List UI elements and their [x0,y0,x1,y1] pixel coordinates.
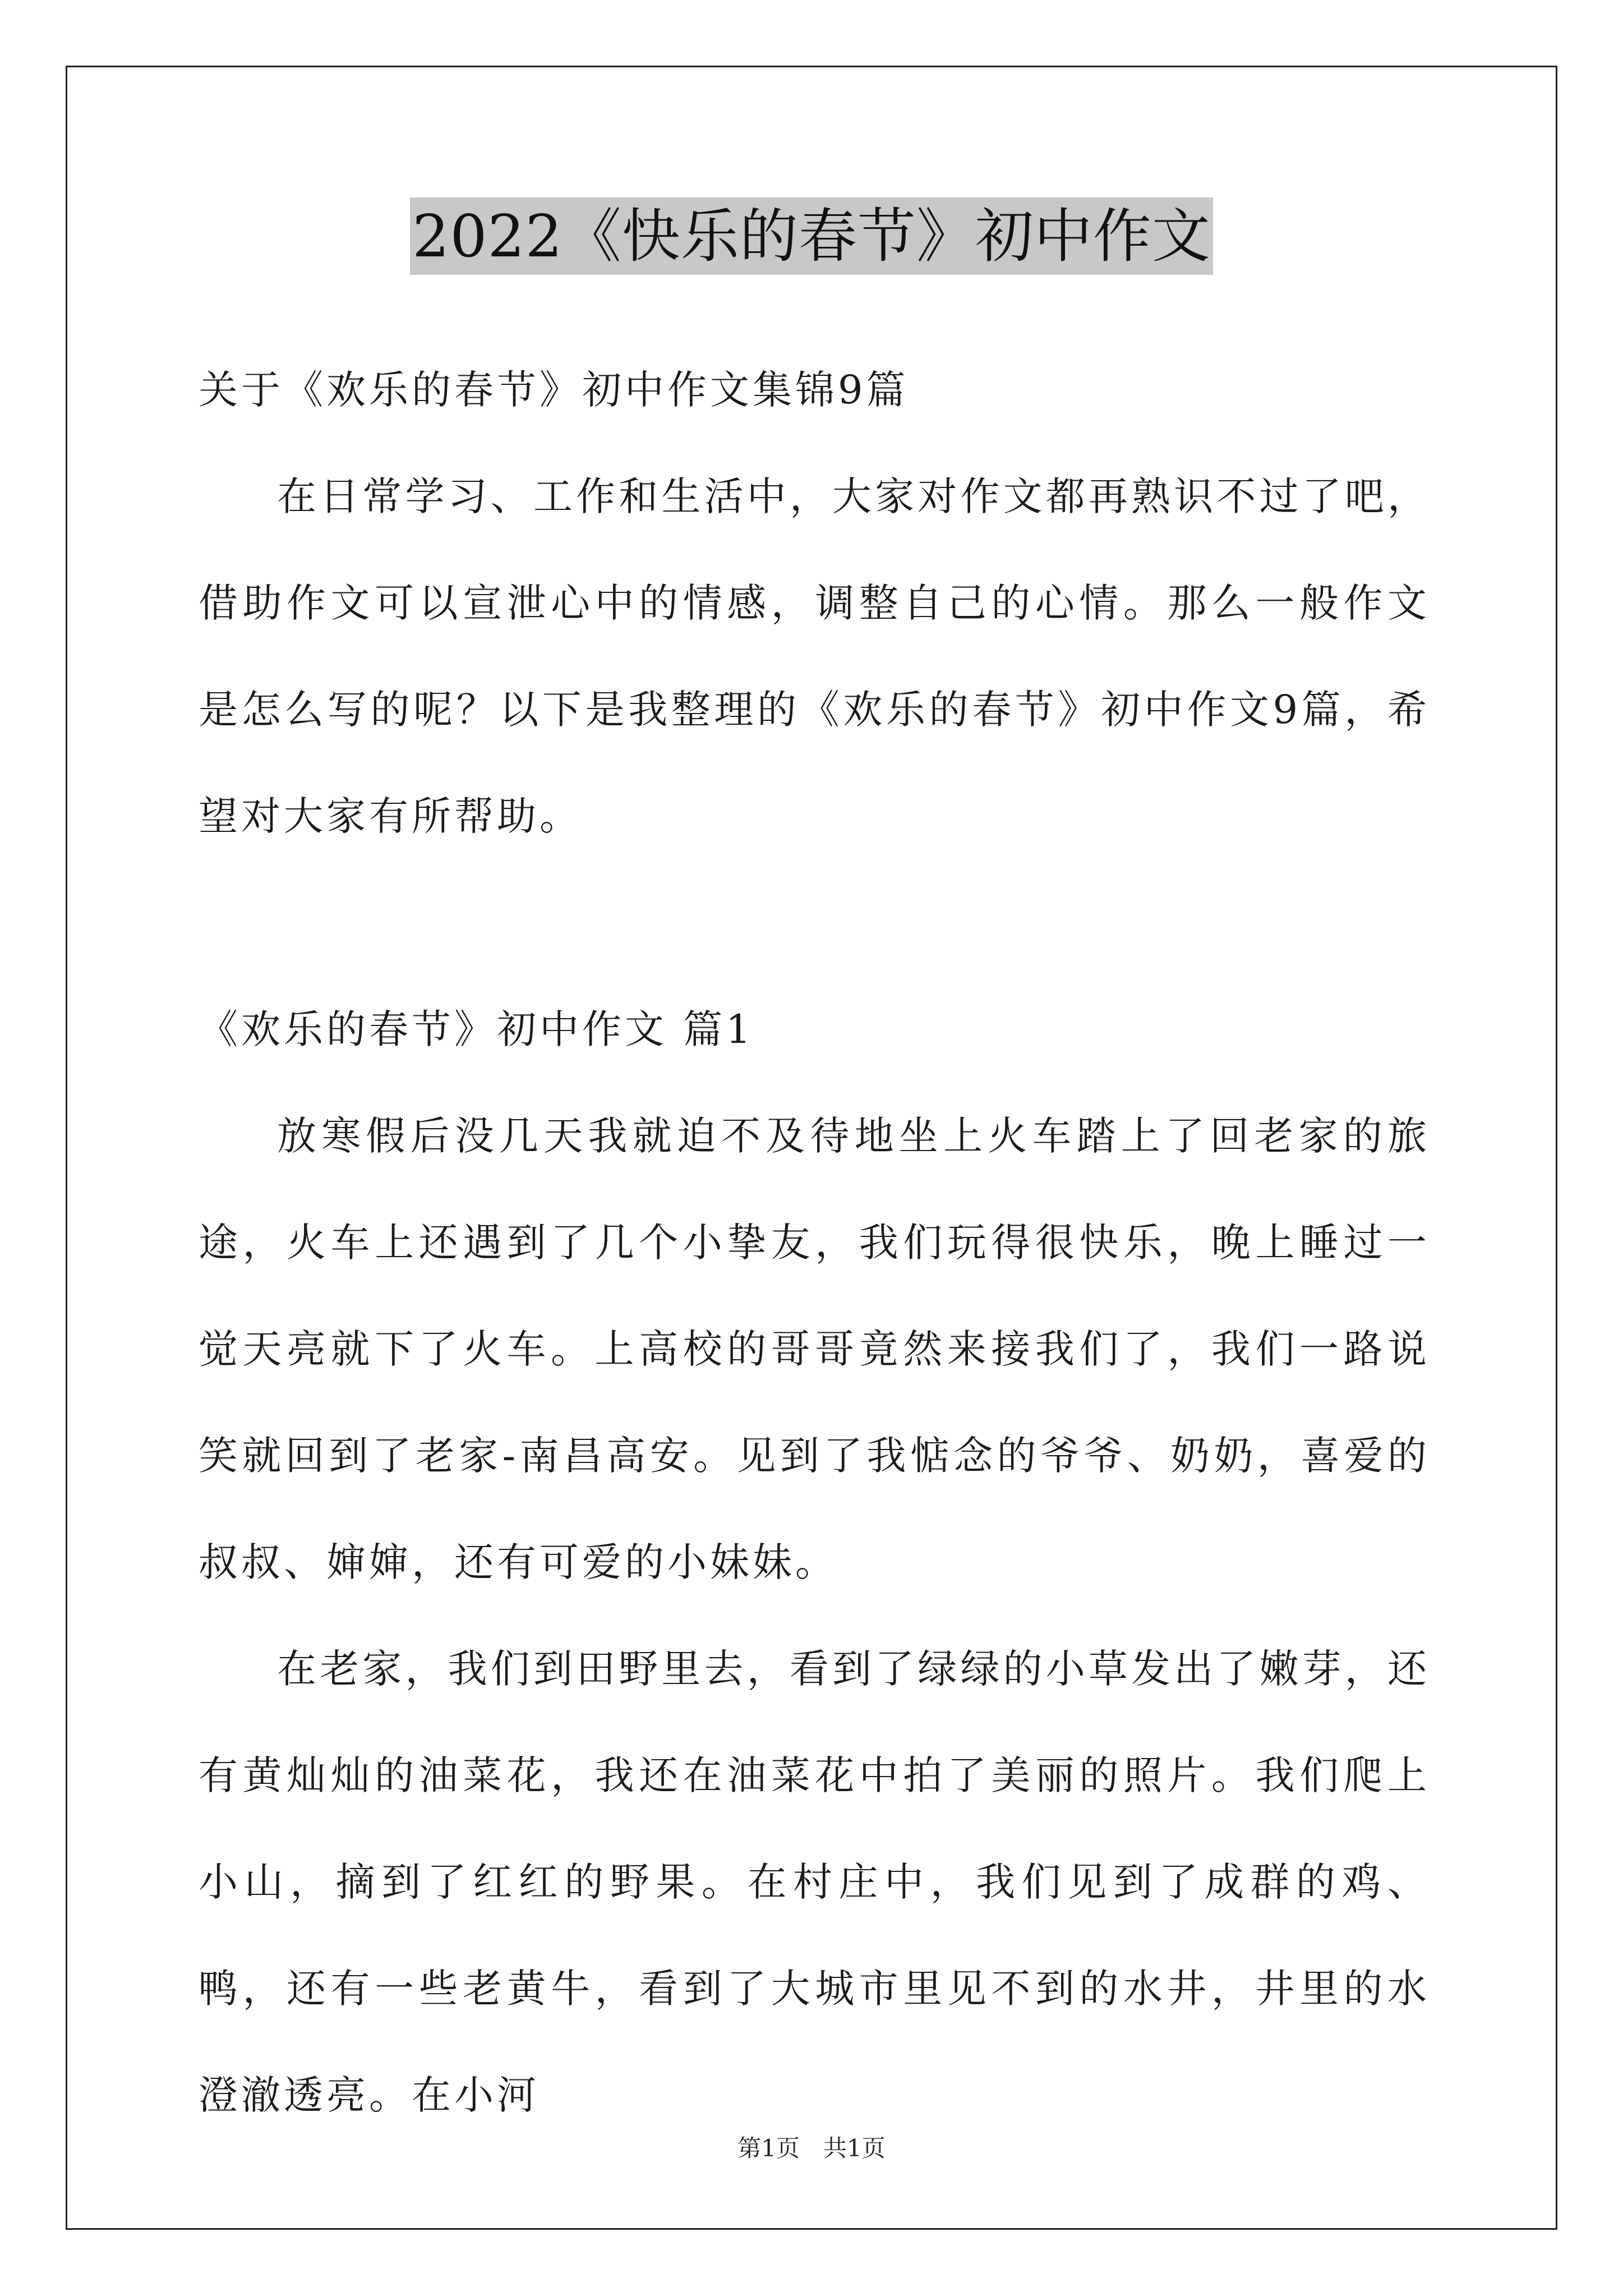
body-paragraph-2: 在老家，我们到田野里去，看到了绿绿的小草发出了嫩芽，还有黄灿灿的油菜花，我还在油菜花中拍了美丽的照片。我们爬上小山，摘到了红红的野果。在村庄中，我们见到了成群的鸡、鸭，还有一些老黄牛，看到了大城市里见不到的水井，井里的水澄澈透亮。在小河 [199,1646,1430,2118]
document-title: 2022《快乐的春节》初中作文 [410,197,1213,275]
document-body [199,337,1430,2148]
intro-paragraph: 在日常学习、工作和生活中，大家对作文都再熟识不过了吧，借助作文可以宣泄心中的情感，调整自己的心情。那么一般作文是怎么写的呢？以下是我整理的《欢乐的春节》初中作文9篇，希望对大家有所帮助。 [199,473,1430,839]
title-container [0,197,1623,275]
body-paragraph-1: 放寒假后没几天我就迫不及待地坐上火车踏上了回老家的旅途，火车上还遇到了几个小挚友，我们玩得很快乐，晚上睡过一觉天亮就下了火车。上高校的哥哥竟然来接我们了，我们一路说笑就回到了老家-南昌高安。见到了我惦念的爷爷、奶奶，喜爱的叔叔、婶婶，还有可爱的小妹妹。 [199,1113,1430,1585]
page-footer: 第1页 共1页 [737,2134,886,2162]
blank-line [199,869,1430,976]
document-subtitle: 关于《欢乐的春节》初中作文集锦9篇 [199,367,909,413]
section-heading: 《欢乐的春节》初中作文 篇1 [199,1006,754,1052]
